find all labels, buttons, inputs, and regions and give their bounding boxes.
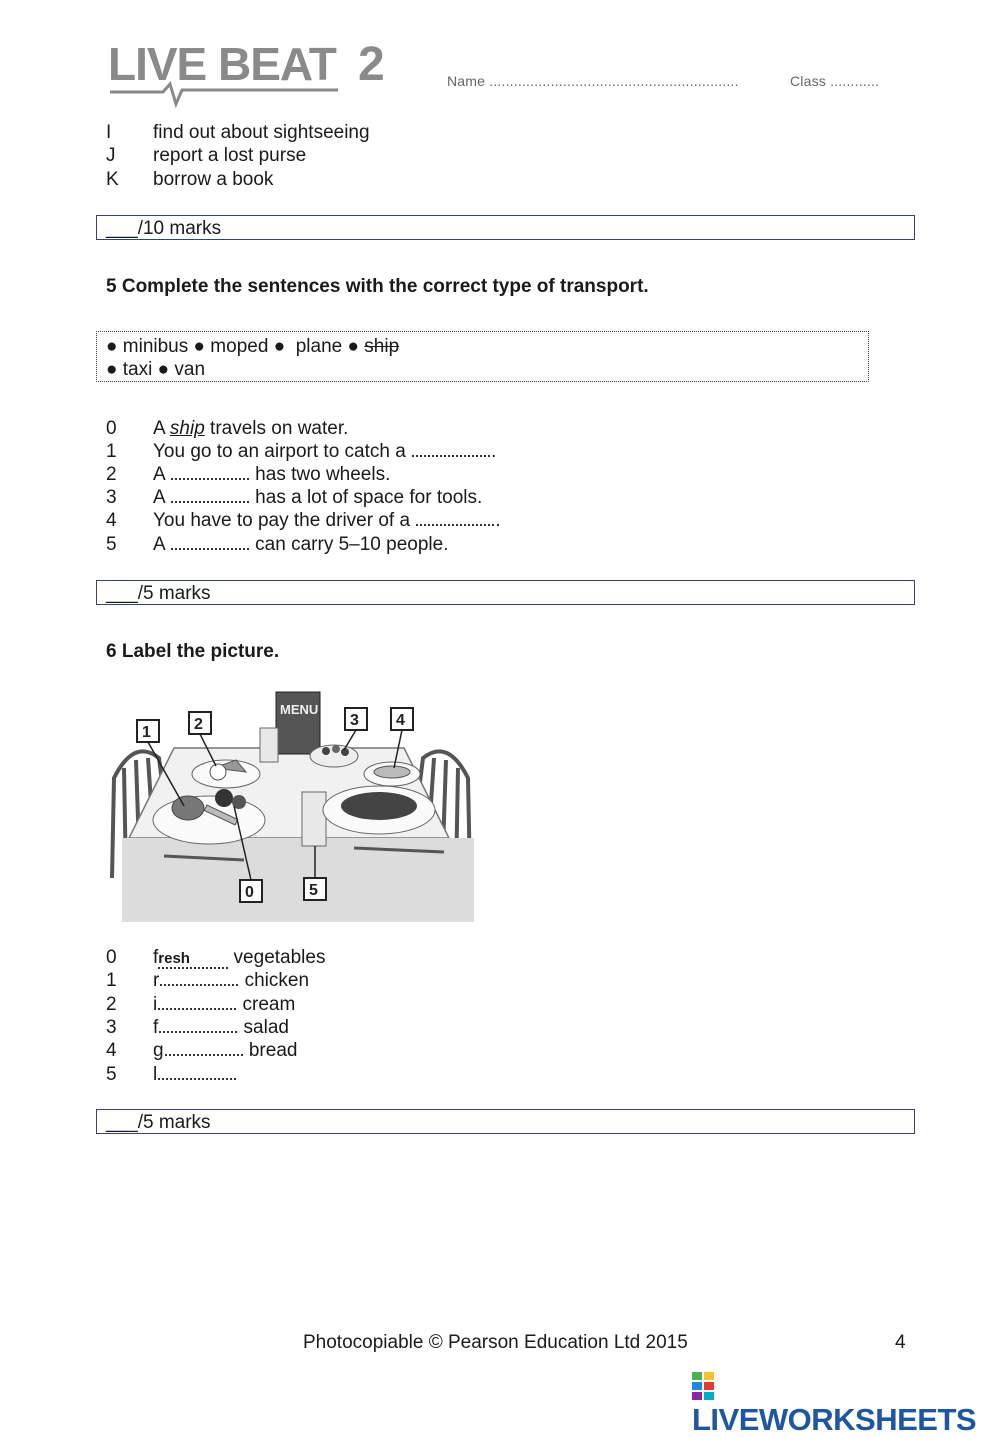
lemonade-glass [302,792,326,846]
item-number: 0 [106,947,117,968]
bullet: ● [273,336,286,357]
item-letter: J [106,145,116,166]
item-number: 3 [106,487,117,508]
logo-number: 2 [358,40,385,91]
sentence-post: has a lot of space for tools. [249,487,483,508]
callout-5: 5 [309,882,318,899]
sentence-post: travels on water. [204,418,349,439]
brand-text: LIVEWORKSHEETS [692,1402,977,1437]
item-text: borrow a book [153,169,274,190]
menu-text: MENU [280,702,319,717]
word-bank [96,331,869,382]
item-number: 0 [106,418,117,439]
item-number: 2 [106,994,117,1015]
callout-3: 3 [350,712,359,729]
liveworksheets-brand [692,1372,992,1437]
item-text: find out about sightseeing [153,122,370,143]
sentence-pre: A [153,534,170,555]
copyright-footer: Photocopiable © Pearson Education Ltd 2015 [303,1332,688,1353]
sentence-item [106,440,496,463]
label-post: bread [243,1040,298,1061]
list-item [106,144,306,167]
word: minibus [122,336,189,357]
ice-cream-scoop [210,764,226,780]
answer-blank[interactable] [159,1017,237,1033]
label-post: chicken [239,970,310,991]
glass [260,728,278,762]
sentence-pre: A [153,418,170,439]
sentence-item [106,509,501,532]
sentence-item [106,463,390,486]
example-answer: resh [158,951,228,969]
label-post: salad [238,1017,289,1038]
first-letter: r [153,970,160,991]
item-number: 3 [106,1017,117,1038]
liveworksheets-logo-icon [692,1372,716,1402]
callout-0: 0 [245,884,254,901]
pasta [341,792,417,820]
sentence-item [106,533,448,556]
word-bank-line-2 [106,358,868,381]
name-field: Name ............................................................. [447,73,739,89]
label-post: vegetables [228,947,326,968]
answer-blank[interactable] [160,970,238,986]
answer-blank[interactable] [158,994,236,1010]
sentence-post: . [495,510,501,531]
sentence-post: can carry 5–10 people. [249,534,449,555]
bullet: ● [193,336,206,357]
item-number: 4 [106,1040,117,1061]
label-item [106,993,295,1016]
first-letter: f [153,947,159,968]
list-item [106,168,273,191]
label-item [106,946,325,969]
label-item [106,1063,237,1086]
word: plane [295,336,343,357]
sentence-post: has two wheels. [249,464,391,485]
bullet: ● [347,336,359,357]
bullet: ● [106,359,118,380]
sentence-pre: A [153,487,170,508]
marks-box-5a: ___/5 marks [96,580,915,605]
marks-box-10: ___/10 marks [96,215,915,240]
section-5-heading: 5 Complete the sentences with the correct type of transport. [106,276,649,297]
answer-blank[interactable] [165,1040,243,1056]
item-number: 5 [106,1064,117,1085]
page-number: 4 [895,1332,906,1353]
sentence-pre: You go to an airport to catch a [153,441,412,462]
item-number: 5 [106,534,117,555]
item-number: 1 [106,441,117,462]
sentence-item [106,417,348,440]
first-letter: g [153,1040,164,1061]
label-item [106,969,309,992]
bullet: ● [157,359,170,380]
first-letter: i [153,994,158,1015]
word: van [174,359,206,380]
bullet: ● [106,336,118,357]
sentence-pre: A [153,464,170,485]
item-number: 1 [106,970,117,991]
roast-chicken [172,796,204,820]
list-item [106,121,370,144]
label-post: cream [237,994,296,1015]
class-field: Class ............ [790,73,880,89]
sentence-pre: You have to pay the driver of a [153,510,416,531]
livebeat-logo [108,40,398,120]
sentence-item [106,486,482,509]
sentence-post: . [491,441,497,462]
answer-blank[interactable] [412,441,490,457]
crossed-word: ship [364,336,400,357]
item-letter: I [106,122,112,143]
first-letter: f [153,1017,159,1038]
label-item [106,1016,289,1039]
word-bank-line-1 [106,335,868,358]
answer-blank[interactable] [158,1064,236,1080]
answer-blank[interactable] [171,464,249,480]
chicken-plate [153,796,265,844]
answer-blank[interactable] [416,510,494,526]
word: taxi [122,359,153,380]
restaurant-table-picture [104,688,478,924]
logo-text: LIVE BEAT [108,40,336,90]
item-text: report a lost purse [153,145,307,166]
answer-blank[interactable] [171,487,249,503]
vegetables [215,789,233,807]
item-number: 4 [106,510,117,531]
first-letter: l [153,1064,158,1085]
callout-2: 2 [194,716,203,733]
example-answer: ship [169,418,205,439]
answer-blank[interactable] [171,534,249,550]
callout-1: 1 [142,724,151,741]
garlic-bread [374,766,410,778]
section-6-heading: 6 Label the picture. [106,641,280,662]
marks-box-5b: ___/5 marks [96,1109,915,1134]
callout-4: 4 [396,712,405,729]
label-item [106,1039,297,1062]
word: moped [210,336,269,357]
item-number: 2 [106,464,117,485]
item-letter: K [106,169,119,190]
